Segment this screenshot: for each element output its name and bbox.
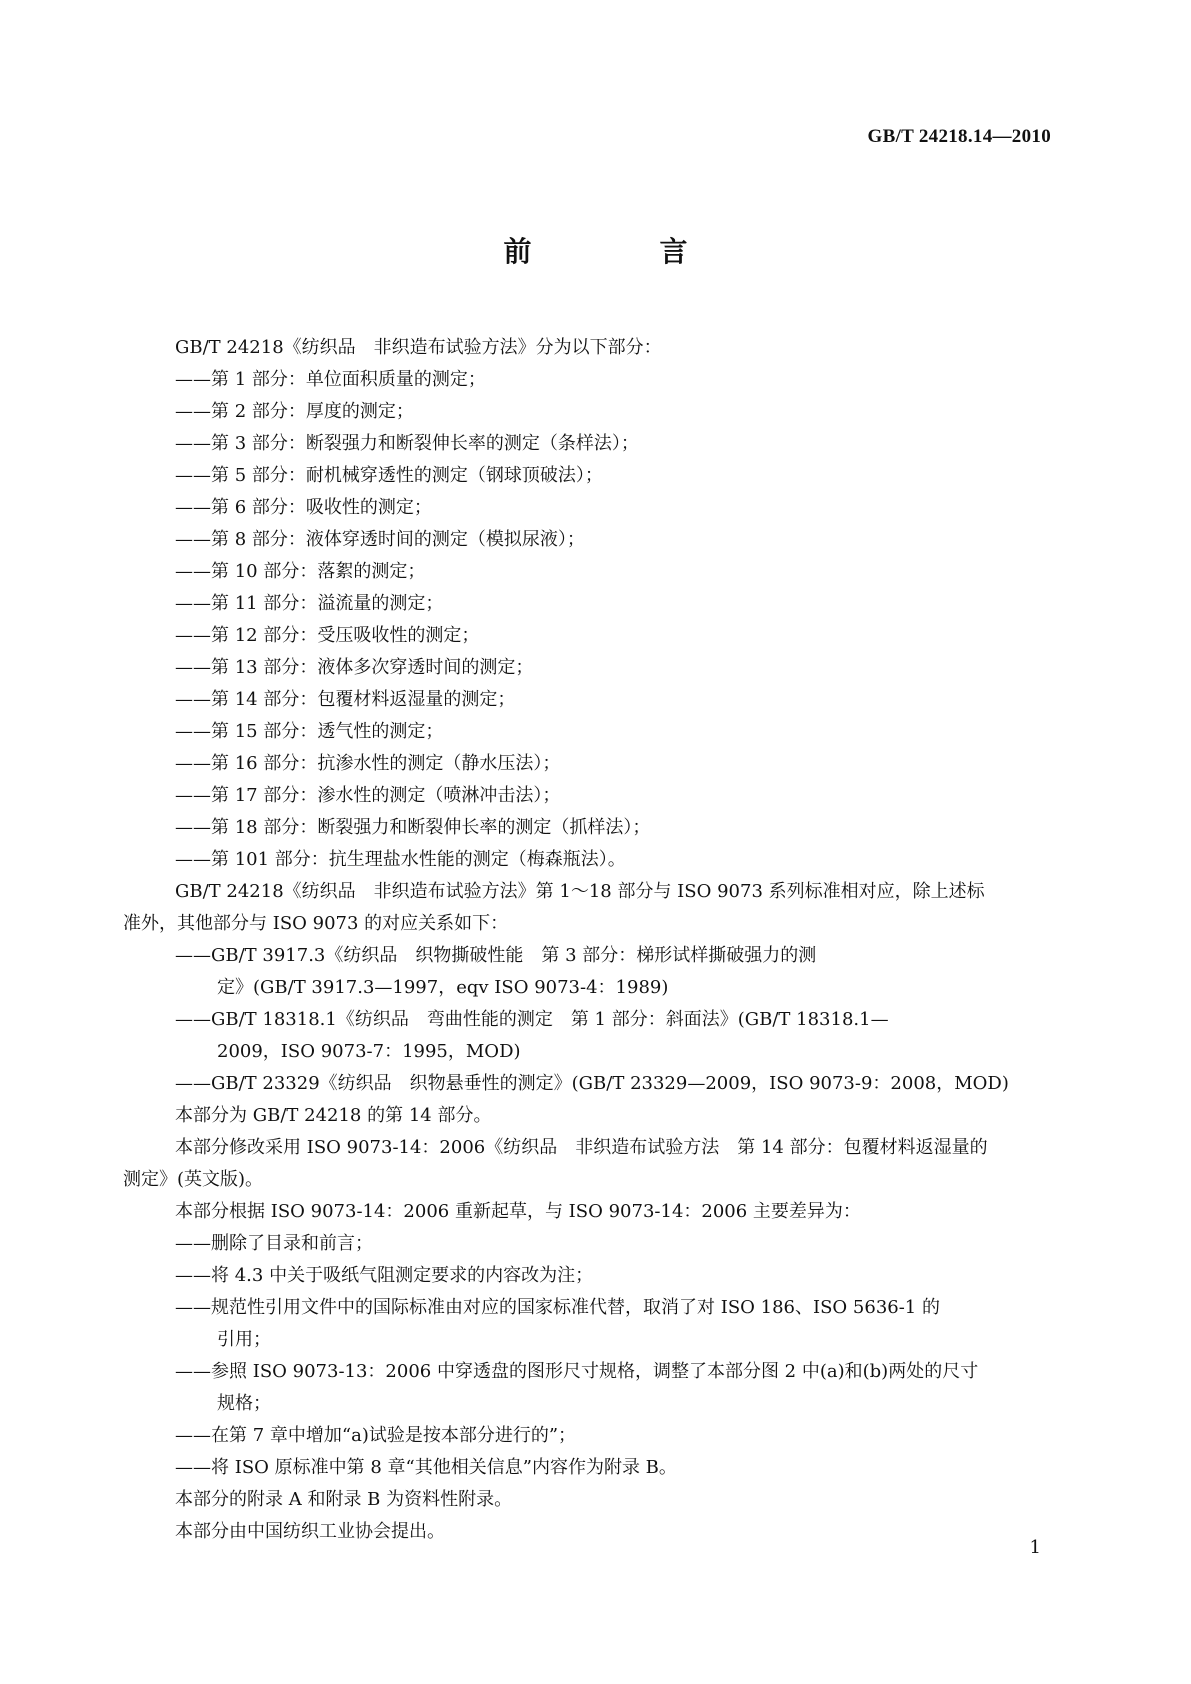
difference-item: ——规范性引用文件中的国际标准由对应的国家标准代替，取消了对 ISO 186、ISO 5636-1 的 引用； <box>175 1297 940 1350</box>
part-list-item: ——第 11 部分：溢流量的测定； <box>175 593 444 614</box>
part-list-item: ——第 12 部分：受压吸收性的测定； <box>175 625 480 646</box>
page-title: 前 言 <box>503 235 738 268</box>
part-list-item: ——第 6 部分：吸收性的测定； <box>175 497 432 518</box>
proposed-by-paragraph: 本部分由中国纺织工业协会提出。 <box>175 1521 445 1542</box>
related-standard-item: ——GB/T 18318.1《纺织品 弯曲性能的测定 第 1 部分：斜面法》(GB/T 18318.1— 2009，ISO 9073-7：1995，MOD) <box>175 1009 889 1062</box>
page-number: 1 <box>1029 1537 1041 1558</box>
related-standard-item: ——GB/T 3917.3《纺织品 织物撕破性能 第 3 部分：梯形试样撕破强力的测 定》(GB/T 3917.3—1997，eqv ISO 9073-4：1989) <box>175 945 817 998</box>
part-list-item: ——第 3 部分：断裂强力和断裂伸长率的测定（条样法）； <box>175 433 639 454</box>
part-list-item: ——第 16 部分：抗渗水性的测定（静水压法）； <box>175 753 561 774</box>
difference-item: ——将 4.3 中关于吸纸气阻测定要求的内容改为注； <box>175 1265 594 1286</box>
part-list-item: ——第 15 部分：透气性的测定； <box>175 721 444 742</box>
part-list-item: ——第 8 部分：液体穿透时间的测定（模拟尿液）； <box>175 529 585 550</box>
appendix-note-paragraph: 本部分的附录 A 和附录 B 为资料性附录。 <box>175 1489 513 1510</box>
related-standard-item: ——GB/T 23329《纺织品 织物悬垂性的测定》(GB/T 23329—2009，ISO 9073-9：2008，MOD) <box>175 1073 1009 1094</box>
foreword-body <box>123 332 1058 1548</box>
difference-item: ——删除了目录和前言； <box>175 1233 373 1254</box>
difference-item: ——参照 ISO 9073-13：2006 中穿透盘的图形尺寸规格，调整了本部分图 2 中(a)和(b)两处的尺寸 规格； <box>175 1361 979 1414</box>
correspondence-paragraph-line-1: GB/T 24218《纺织品 非织造布试验方法》第 1～18 部分与 ISO 9073 系列标准相对应，除上述标 <box>175 881 985 902</box>
intro-paragraph: GB/T 24218《纺织品 非织造布试验方法》分为以下部分： <box>175 337 662 358</box>
standard-number-header: GB/T 24218.14—2010 <box>867 126 1051 147</box>
adoption-paragraph-line-2: 测定》(英文版)。 <box>123 1169 264 1190</box>
this-part-paragraph: 本部分为 GB/T 24218 的第 14 部分。 <box>175 1105 492 1126</box>
correspondence-paragraph-line-2: 准外，其他部分与 ISO 9073 的对应关系如下： <box>123 913 509 934</box>
difference-item: ——在第 7 章中增加“a)试验是按本部分进行的”； <box>175 1425 577 1446</box>
part-list-item: ——第 5 部分：耐机械穿透性的测定（钢球顶破法）； <box>175 465 603 486</box>
differences-intro-paragraph: 本部分根据 ISO 9073-14：2006 重新起草，与 ISO 9073-14：2006 主要差异为： <box>175 1201 861 1222</box>
adoption-paragraph-line-1: 本部分修改采用 ISO 9073-14：2006《纺织品 非织造布试验方法 第 14 部分：包覆材料返湿量的 <box>175 1137 988 1158</box>
part-list-item: ——第 14 部分：包覆材料返湿量的测定； <box>175 689 516 710</box>
part-list-item: ——第 101 部分：抗生理盐水性能的测定（梅森瓶法）。 <box>175 849 626 870</box>
part-list-item: ——第 2 部分：厚度的测定； <box>175 401 414 422</box>
part-list-item: ——第 18 部分：断裂强力和断裂伸长率的测定（抓样法）； <box>175 817 651 838</box>
part-list-item: ——第 13 部分：液体多次穿透时间的测定； <box>175 657 534 678</box>
part-list-item: ——第 10 部分：落絮的测定； <box>175 561 426 582</box>
difference-item: ——将 ISO 原标准中第 8 章“其他相关信息”内容作为附录 B。 <box>175 1457 677 1478</box>
part-list-item: ——第 1 部分：单位面积质量的测定； <box>175 369 486 390</box>
part-list-item: ——第 17 部分：渗水性的测定（喷淋冲击法）； <box>175 785 561 806</box>
